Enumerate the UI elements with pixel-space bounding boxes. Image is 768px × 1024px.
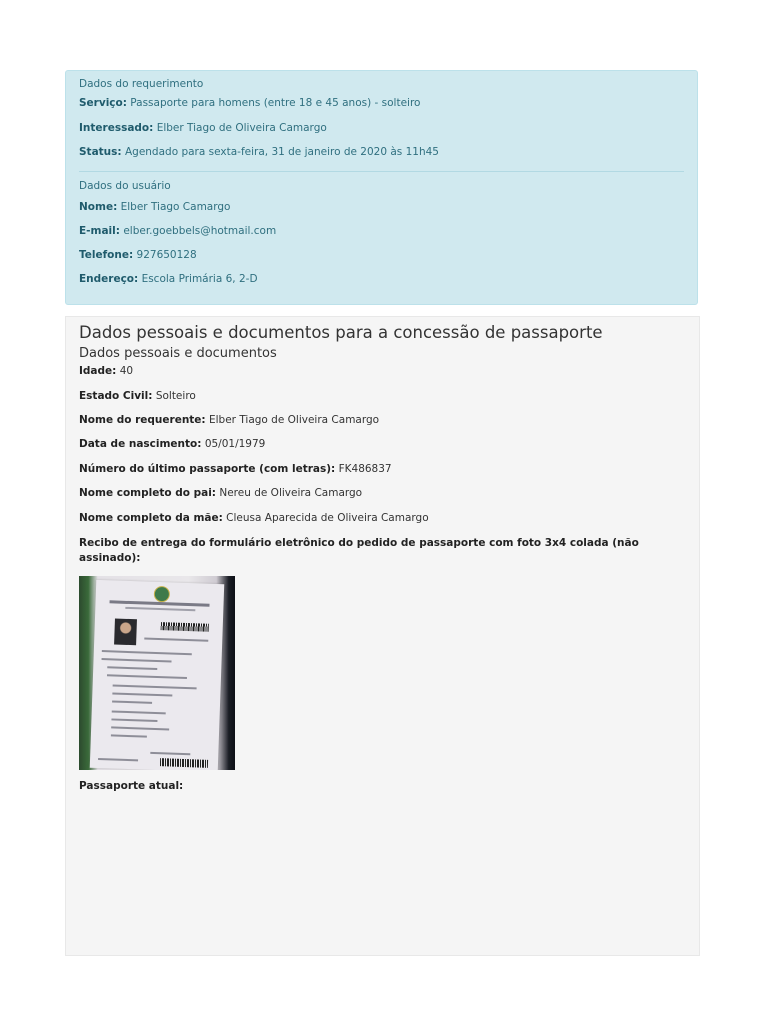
servico-row [79, 97, 420, 109]
data-nascimento-value: 05/01/1979 [204, 438, 266, 450]
form-field-line [102, 650, 192, 655]
form-field-line [107, 674, 187, 679]
form-field-line [112, 692, 172, 696]
form-field-line [150, 752, 190, 755]
servico-value: Passaporte para homens (entre 18 e 45 anos) - solteiro [130, 97, 421, 109]
dados-pessoais-subtitle: Dados pessoais e documentos [79, 346, 277, 361]
endereco-row [79, 273, 258, 285]
servico-label: Serviço: [79, 97, 127, 109]
form-field-line [112, 710, 166, 714]
form-header-text [110, 600, 210, 606]
form-field-line [111, 734, 147, 737]
form-field-line [111, 726, 169, 730]
nome-pai-value: Nereu de Oliveira Camargo [219, 487, 363, 499]
form-field-line [111, 718, 157, 722]
email-row [79, 225, 276, 237]
telefone-label: Telefone: [79, 249, 134, 261]
email-value: elber.goebbels@hotmail.com [123, 225, 277, 237]
data-nascimento-label: Data de nascimento: [79, 438, 202, 450]
status-row [79, 146, 439, 158]
passaporte-atual-row [79, 780, 183, 792]
form-field-line [113, 684, 197, 689]
idade-value: 40 [119, 365, 134, 377]
ultimo-passaporte-row [79, 463, 392, 475]
recibo-document-photo[interactable] [79, 576, 235, 770]
nome-label: Nome: [79, 201, 118, 213]
top-barcode-icon [161, 622, 209, 632]
form-subheader-line [125, 607, 195, 611]
section-divider [79, 171, 684, 172]
ultimo-passaporte-label: Número do último passaporte (com letras): [79, 463, 336, 475]
requerimento-panel [65, 70, 698, 305]
endereco-label: Endereço: [79, 273, 139, 285]
interessado-row [79, 122, 327, 134]
form-paper [90, 580, 224, 770]
form-field-line [98, 758, 138, 761]
nome-value: Elber Tiago Camargo [120, 201, 231, 213]
estado-civil-label: Estado Civil: [79, 390, 153, 402]
nome-mae-row [79, 512, 429, 524]
endereco-value: Escola Primária 6, 2-D [141, 273, 258, 285]
idade-label: Idade: [79, 365, 117, 377]
usuario-title: Dados do usuário [79, 180, 171, 192]
nome-mae-label: Nome completo da mãe: [79, 512, 223, 524]
recibo-label: Recibo de entrega do formulário eletrônico do pedido de passaporte com foto 3x4 colada (não assinado): [79, 537, 639, 564]
interessado-label: Interessado: [79, 122, 154, 134]
brazil-coat-of-arms-icon [154, 586, 171, 603]
data-nascimento-row [79, 438, 265, 450]
nome-pai-label: Nome completo do pai: [79, 487, 217, 499]
telefone-row [79, 249, 197, 261]
passaporte-atual-label: Passaporte atual: [79, 780, 184, 792]
status-label: Status: [79, 146, 122, 158]
dados-pessoais-title: Dados pessoais e documentos para a concessão de passaporte [79, 323, 603, 342]
form-field-line [112, 700, 152, 703]
requerimento-title: Dados do requerimento [79, 78, 204, 90]
nome-row [79, 201, 230, 213]
nome-requerente-value: Elber Tiago de Oliveira Camargo [208, 414, 380, 426]
idade-row [79, 365, 133, 377]
telefone-value: 927650128 [136, 249, 197, 261]
nome-requerente-row [79, 414, 379, 426]
form-field-line [102, 658, 172, 662]
dados-pessoais-panel [65, 316, 700, 956]
email-label: E-mail: [79, 225, 120, 237]
nome-mae-value: Cleusa Aparecida de Oliveira Camargo [226, 512, 429, 524]
applicant-photo-icon [114, 618, 137, 645]
status-value: Agendado para sexta-feira, 31 de janeiro de 2020 às 11h45 [124, 146, 439, 158]
nome-pai-row [79, 487, 362, 499]
bottom-barcode-icon [160, 758, 208, 768]
interessado-value: Elber Tiago de Oliveira Camargo [156, 122, 327, 134]
estado-civil-value: Solteiro [155, 390, 196, 402]
form-field-line [144, 638, 208, 642]
ultimo-passaporte-value: FK486837 [338, 463, 392, 475]
estado-civil-row [79, 390, 196, 402]
nome-requerente-label: Nome do requerente: [79, 414, 206, 426]
form-field-line [107, 666, 157, 670]
